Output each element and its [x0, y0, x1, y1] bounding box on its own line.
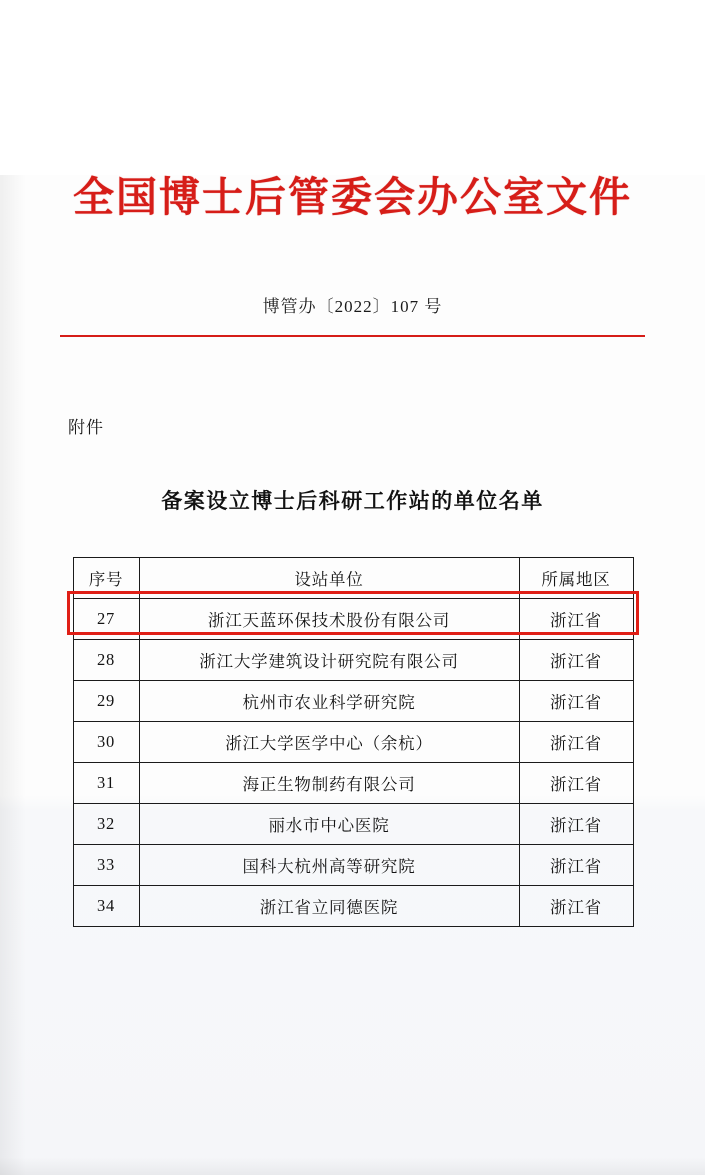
- red-divider-rule: [60, 335, 645, 337]
- cell-unit: 杭州市农业科学研究院: [139, 681, 519, 722]
- cell-index: 31: [73, 763, 139, 804]
- cell-unit: 国科大杭州高等研究院: [139, 845, 519, 886]
- unit-list-table: [73, 557, 634, 927]
- cell-unit: 丽水市中心医院: [139, 804, 519, 845]
- cell-region: 浙江省: [519, 804, 633, 845]
- table-body: [73, 599, 633, 927]
- cell-index: 27: [73, 599, 139, 640]
- column-header-index: 序号: [73, 558, 139, 599]
- cell-index: 30: [73, 722, 139, 763]
- column-header-region: 所属地区: [519, 558, 633, 599]
- table-row: [73, 804, 633, 845]
- document-body: [0, 175, 705, 1175]
- cell-index: 28: [73, 640, 139, 681]
- cell-unit: 浙江大学医学中心（余杭）: [139, 722, 519, 763]
- table-row: [73, 886, 633, 927]
- cell-region: 浙江省: [519, 681, 633, 722]
- cell-region: 浙江省: [519, 845, 633, 886]
- table-row: [73, 845, 633, 886]
- cell-unit: 海正生物制药有限公司: [139, 763, 519, 804]
- cell-unit: 浙江省立同德医院: [139, 886, 519, 927]
- unit-list-table-wrapper: [73, 557, 633, 927]
- table-row: [73, 681, 633, 722]
- document-number: 博管办〔2022〕107 号: [262, 297, 443, 317]
- cell-unit: 浙江大学建筑设计研究院有限公司: [139, 640, 519, 681]
- table-row: [73, 599, 633, 640]
- table-row: [73, 640, 633, 681]
- cell-region: 浙江省: [519, 599, 633, 640]
- cell-index: 29: [73, 681, 139, 722]
- table-header-row: [73, 558, 633, 599]
- attachment-label: 附件: [68, 418, 104, 438]
- cell-region: 浙江省: [519, 722, 633, 763]
- table-row: [73, 763, 633, 804]
- cell-region: 浙江省: [519, 886, 633, 927]
- document-masthead-title: 全国博士后管委会办公室文件: [73, 174, 632, 220]
- cell-region: 浙江省: [519, 640, 633, 681]
- cell-index: 32: [73, 804, 139, 845]
- cell-index: 33: [73, 845, 139, 886]
- attachment-subtitle: 备案设立博士后科研工作站的单位名单: [161, 489, 544, 514]
- table-row: [73, 722, 633, 763]
- cell-unit: 浙江天蓝环保技术股份有限公司: [139, 599, 519, 640]
- column-header-unit: 设站单位: [139, 558, 519, 599]
- cell-index: 34: [73, 886, 139, 927]
- cell-region: 浙江省: [519, 763, 633, 804]
